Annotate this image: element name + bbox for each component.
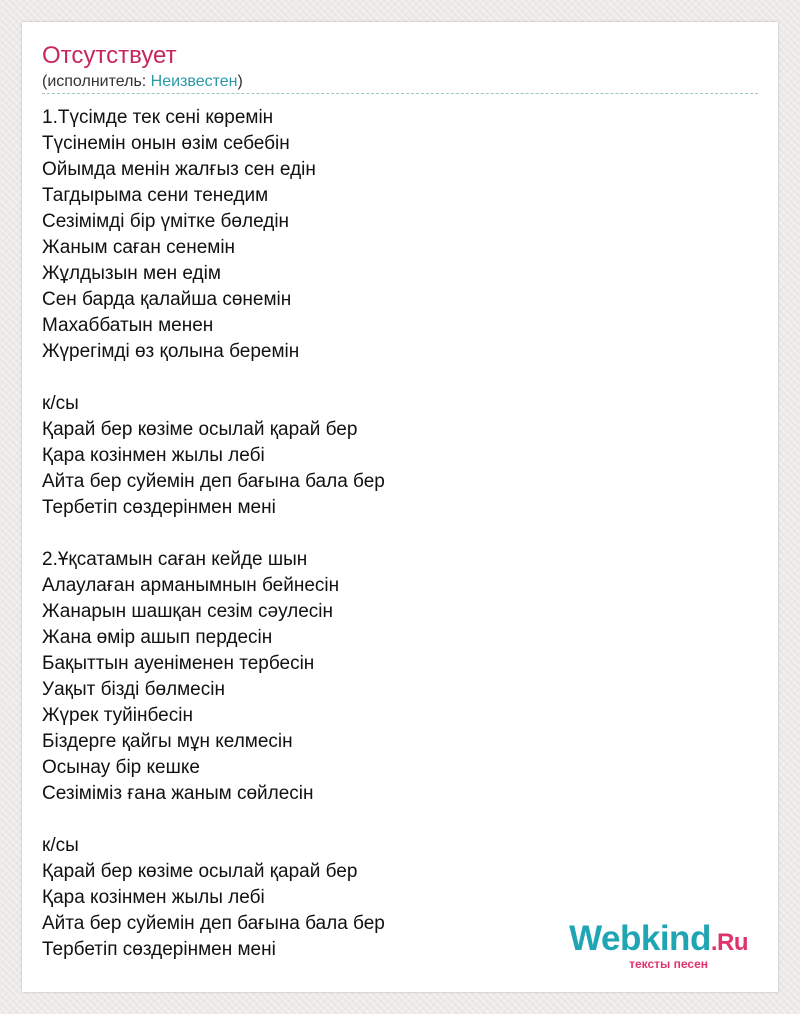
lyric-line: Қара козінмен жылы лебі [42,887,265,908]
lyric-line: Жүрек туйінбесін [42,705,193,726]
logo-wordmark [569,919,748,960]
lyric-line: Тербетіп сөздерінмен мені [42,497,276,518]
lyric-line: Жаным саған сенемін [42,237,236,258]
lyric-line: 1.Түсімде тек сені көремін [42,107,274,128]
artist-suffix: ) [237,73,243,90]
lyric-line: Түсінемін онын өзім себебін [42,133,290,154]
logo-tagline: тексты песен [629,957,708,971]
lyric-line: Қарай бер көзіме осылай қарай бер [42,861,358,882]
divider [42,93,758,94]
artist-prefix: (исполнитель: [42,73,151,90]
lyric-line: Қарай бер көзіме осылай қарай бер [42,419,358,440]
lyric-line: Айта бер суйемін деп бағына бала бер [42,913,385,934]
lyric-line: Жана өмір ашып пердесін [42,627,273,648]
lyric-blank-line [42,521,385,547]
lyric-line: Тагдырыма сени тенедим [42,185,269,206]
artist-link[interactable]: Неизвестен [150,73,238,90]
lyric-line: Сезіміміз ғана жаным сөйлесін [42,783,314,804]
song-title: Отсутствует [42,42,177,69]
lyric-line: Жүрегімді өз қолына беремін [42,341,300,362]
lyric-line: Ойымда менін жалғыз сен едін [42,159,316,180]
lyric-line: 2.Ұқсатамын саған кейде шын [42,549,308,570]
lyric-blank-line [42,807,385,833]
lyric-line: Осынау бір кешке [42,757,200,778]
lyric-line: Қара козінмен жылы лебі [42,445,265,466]
artist-line [42,72,243,92]
lyric-line: Біздерге қайгы мұн келмесін [42,731,293,752]
chorus-label: к/сы [42,393,79,414]
lyric-line: Бақыттын ауеніменен тербесін [42,653,315,674]
lyric-line: Тербетіп сөздерінмен мені [42,939,276,960]
lyric-line: Сезімімді бір үмітке бөледін [42,211,290,232]
chorus-label: к/сы [42,835,79,856]
lyric-line: Махаббатын менен [42,315,214,336]
lyric-line: Сен барда қалайша сөнемін [42,289,292,310]
webkind-logo[interactable] [569,919,748,971]
logo-brand: Webkind [569,919,711,958]
lyric-line: Айта бер суйемін деп бағына бала бер [42,471,385,492]
lyric-blank-line [42,365,385,391]
lyrics-card [22,22,778,992]
lyric-line: Алаулаған арманымнын бейнесін [42,575,340,596]
lyrics-body [42,105,385,963]
logo-tld: .Ru [710,929,748,956]
lyric-line: Жұлдызын мен едім [42,263,221,284]
lyric-line: Уақыт бізді бөлмесін [42,679,225,700]
lyric-line: Жанарын шашқан сезім сәулесін [42,601,334,622]
